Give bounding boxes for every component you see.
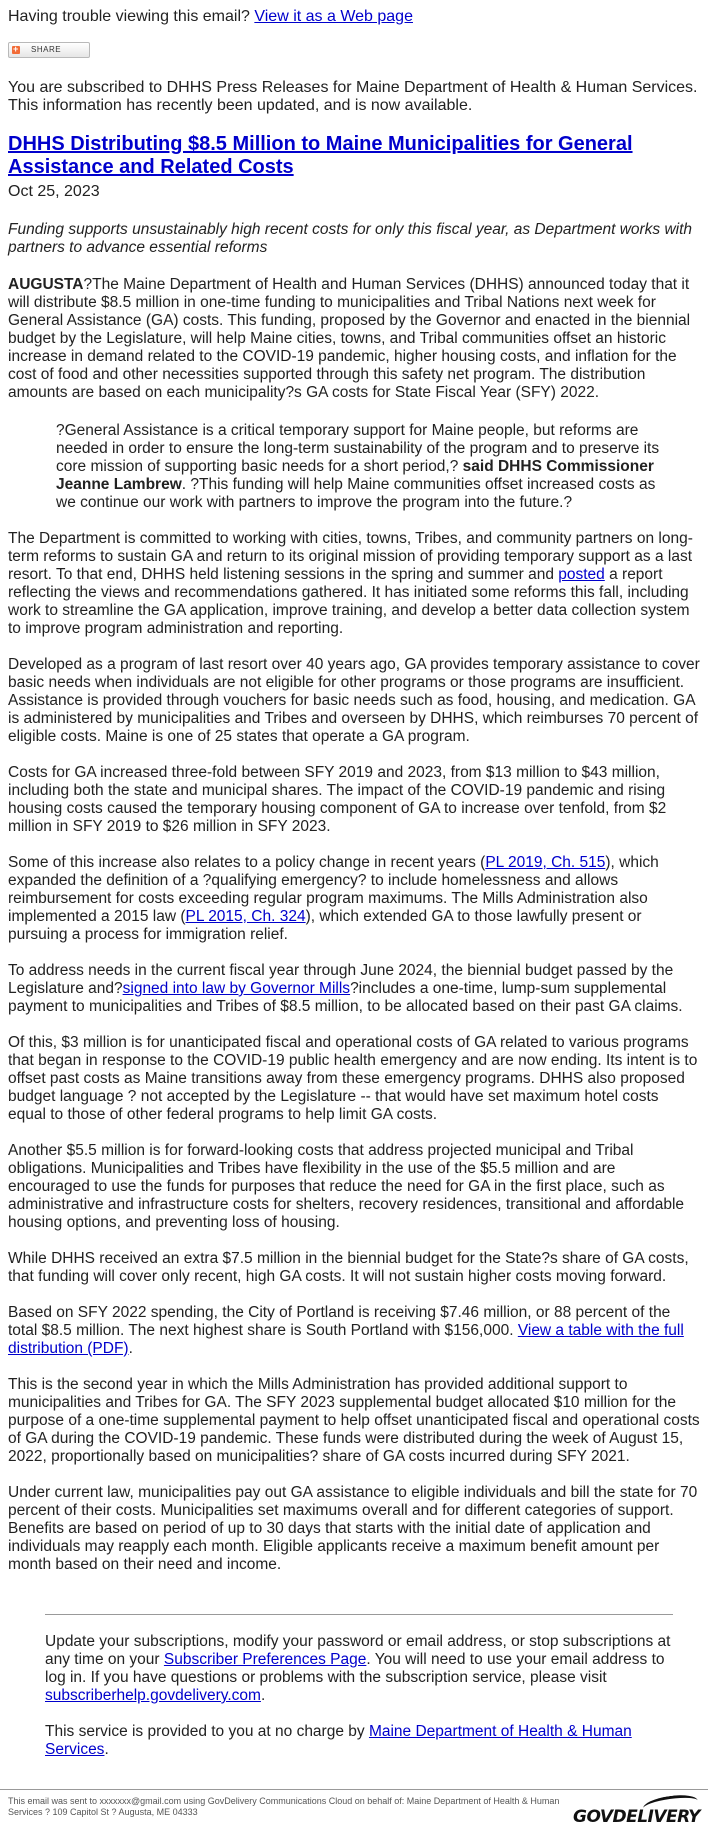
subscriber-help-link[interactable]: subscriberhelp.govdelivery.com [45,1687,261,1704]
paragraph-10: While DHHS received an extra $7.5 million in the biennial budget for the State?s share of GA costs, that funding will cover only recent, high GA costs. It will not sustain higher costs moving forward. [8,1250,689,1285]
commissioner-quote [56,422,672,512]
p11-text-a: Based on SFY 2022 spending, the City of Portland is receiving $7.46 million, or 88 percent of the total $8.5 million. The next highest share is South Portland with $156,000. [8,1304,671,1339]
footer-preferences [45,1633,673,1705]
paragraph-4: Developed as a program of last resort over 40 years ago, GA provides temporary assistance to cover basic needs when individuals are not eligible for other programs or those programs are insufficient. Assistance is provided through vouchers for basic needs such as food, housing, and medication. GA is administered by municipalities and Tribes and overseen by DHHS, which reimburses 70 percent of eligible costs. Maine is one of 25 states that operate a GA program. [8,656,700,745]
fine-print: This email was sent to xxxxxxx@gmail.com using GovDelivery Communications Cloud on behalf of: Maine Department of Health & Human Services ? 109 Capitol St ? Augusta, ME 04333 [8,1796,560,1817]
posted-link[interactable]: posted [558,566,605,583]
paragraph-7 [8,962,700,1016]
bottom-bar [0,1789,708,1846]
quote-part-a: ?General Assistance is a critical temporary support for Maine people, but reforms are needed in order to ensure the long-term sustainability of the program and to preserve its core mission of supporting basic needs for a short period,? [56,422,660,475]
paragraph-3 [8,530,700,638]
p6-text-a: Some of this increase also relates to a policy change in recent years ( [8,854,486,871]
article-subtitle: Funding supports unsustainably high recent costs for only this fiscal year, as Department works with partners to advance essential reforms [8,221,693,256]
article-title [8,133,700,179]
paragraph-12: This is the second year in which the Mills Administration has provided additional support to municipalities and Tribes for GA. The SFY 2023 supplemental budget allocated $10 million for the purpose of a one-time supplemental payment to help offset unanticipated fiscal and operational costs of GA during the COVID-19 pandemic. These funds were distributed during the week of August 15, 2022, proportionally based on municipalities? share of GA costs incurred during SFY 2021. [8,1376,700,1465]
footer-service-end: . [104,1741,109,1758]
paragraph-9: Another $5.5 million is for forward-looking costs that address projected municipal and Tribal obligations. Municipalities and Tribes have flexibility in the use of the $5.5 million and are encouraged to use the funds for purposes that reduce the need for GA in the first place, such as administrative and infrastructure costs for shelters, recovery residences, transitional and affordable housing options, and preventing loss of housing. [8,1142,685,1231]
paragraph-1-text: ?The Maine Department of Health and Human Services (DHHS) announced today that it will distribute $8.5 million in one-time funding to municipalities and Tribal Nations next week for General Assistance (GA) costs. This funding, proposed by the Governor and enacted in the biennial budget by the Legislature, will help Maine cities, towns, and Tribal communities offset an historic increase in demand related to the COVID-19 pandemic, higher housing costs, and inflation for the cost of food and other necessities supported through this safety net program. The distribution amounts are based on each municipality?s GA costs for State Fiscal Year (SFY) 2022. [8,276,691,401]
maine-dhhs-link[interactable]: Maine Department of Health & Human Services [45,1723,632,1758]
footer-service-text: This service is provided to you at no charge by [45,1723,369,1740]
distribution-table-link[interactable]: View a table with the full distribution (PDF) [8,1322,684,1357]
p3-text-b: a report reflecting the views and recommendations gathered. It has initiated some reforms this fall, including work to streamline the GA application, improve training, and develop a better data collection system to improve program administration and reporting. [8,566,690,637]
paragraph-8: Of this, $3 million is for unanticipated fiscal and operational costs of GA related to various programs that began in response to the COVID-19 public health emergency and are now ending. Its intent is to offset past costs as Maine transitions away from these emergency programs. DHHS also proposed budget language ? not accepted by the Legislature -- that would have set maximum hotel costs equal to those of other federal programs to help limit GA costs. [8,1034,698,1123]
paragraph-5: Costs for GA increased three-fold between SFY 2019 and 2023, from $13 million to $43 million, including both the state and municipal shares. The impact of the COVID-19 pandemic and rising housing costs caused the temporary housing component of GA to increase over tenfold, from $2 million in SFY 2019 to $26 million in SFY 2023. [8,764,667,835]
trouble-text: Having trouble viewing this email? [8,8,250,25]
share-button[interactable] [8,42,90,58]
paragraph-6 [8,854,700,944]
p3-text-a: The Department is committed to working with cities, towns, Tribes, and community partners on long-term reforms to sustain GA and return to its original mission of providing temporary support as a last resort. To that end, DHHS held listening sessions in the spring and summer and [8,530,693,583]
share-label: SHARE [31,45,62,54]
trouble-line [8,8,700,26]
footer-text-a: Update your subscriptions, modify your password or email address, or stop subscriptions at any time on your [45,1633,671,1668]
p11-text-b: . [128,1340,133,1357]
p6-text-b: ), which expanded the definition of a ?qualifying emergency? to include homelessness and allows reimbursement for costs exceeding regular program maximums. The Mills Administration also implemented a 2015 law ( [8,854,659,925]
paragraph-1 [8,276,700,402]
govdelivery-logo[interactable]: GOVDELIVERY [573,1807,700,1827]
p7-text-a: To address needs in the current fiscal year through June 2024, the biennial budget passed by the Legislature and? [8,962,674,997]
p6-text-c: ), which extended GA to those lawfully present or pursuing a process for immigration relief. [8,908,642,943]
subscriber-preferences-link[interactable]: Subscriber Preferences Page [163,1651,367,1668]
footer-text-b: . You will need to use your email address to log in. If you have questions or problems with the subscription service, please visit [45,1651,665,1686]
quote-part-b: . ?This funding will help Maine communities offset increased costs as we continue our work with partners to improve the program into the future.? [56,476,656,511]
pl-2019-link[interactable]: PL 2019, Ch. 515 [485,854,606,871]
subscription-footer [45,1614,673,1759]
share-plus-icon [12,46,20,54]
pl-2015-link[interactable]: PL 2015, Ch. 324 [185,908,306,925]
footer-text-c: . [260,1687,266,1704]
dateline: AUGUSTA [8,276,84,293]
p7-text-b: ?includes a one-time, lump-sum supplemental payment to municipalities and Tribes of $8.5 million, to be allocated based on their past GA claims. [8,980,683,1015]
paragraph-11 [8,1304,700,1358]
quote-attribution: said DHHS Commissioner Jeanne Lambrew [56,458,654,493]
article-body [8,276,700,1574]
article-date: Oct 25, 2023 [8,183,100,200]
footer-service [45,1723,673,1759]
web-page-link[interactable]: View it as a Web page [254,8,413,25]
signed-into-law-link[interactable]: signed into law by Governor Mills [122,980,351,997]
subscription-notice: You are subscribed to DHHS Press Releases for Maine Department of Health & Human Services. This information has recently been updated, and is now available. [8,79,698,114]
paragraph-13: Under current law, municipalities pay out GA assistance to eligible individuals and bill the state for 70 percent of their costs. Municipalities set maximums overall and for different categories of support. Benefits are based on period of up to 30 days that starts with the initial date of application and individuals may reapply each month. Eligible applicants receive a maximum benefit amount per month based on their need and income. [8,1484,698,1573]
article-title-link[interactable]: DHHS Distributing $8.5 Million to Maine Municipalities for General Assistance and Related Costs [8,133,633,178]
